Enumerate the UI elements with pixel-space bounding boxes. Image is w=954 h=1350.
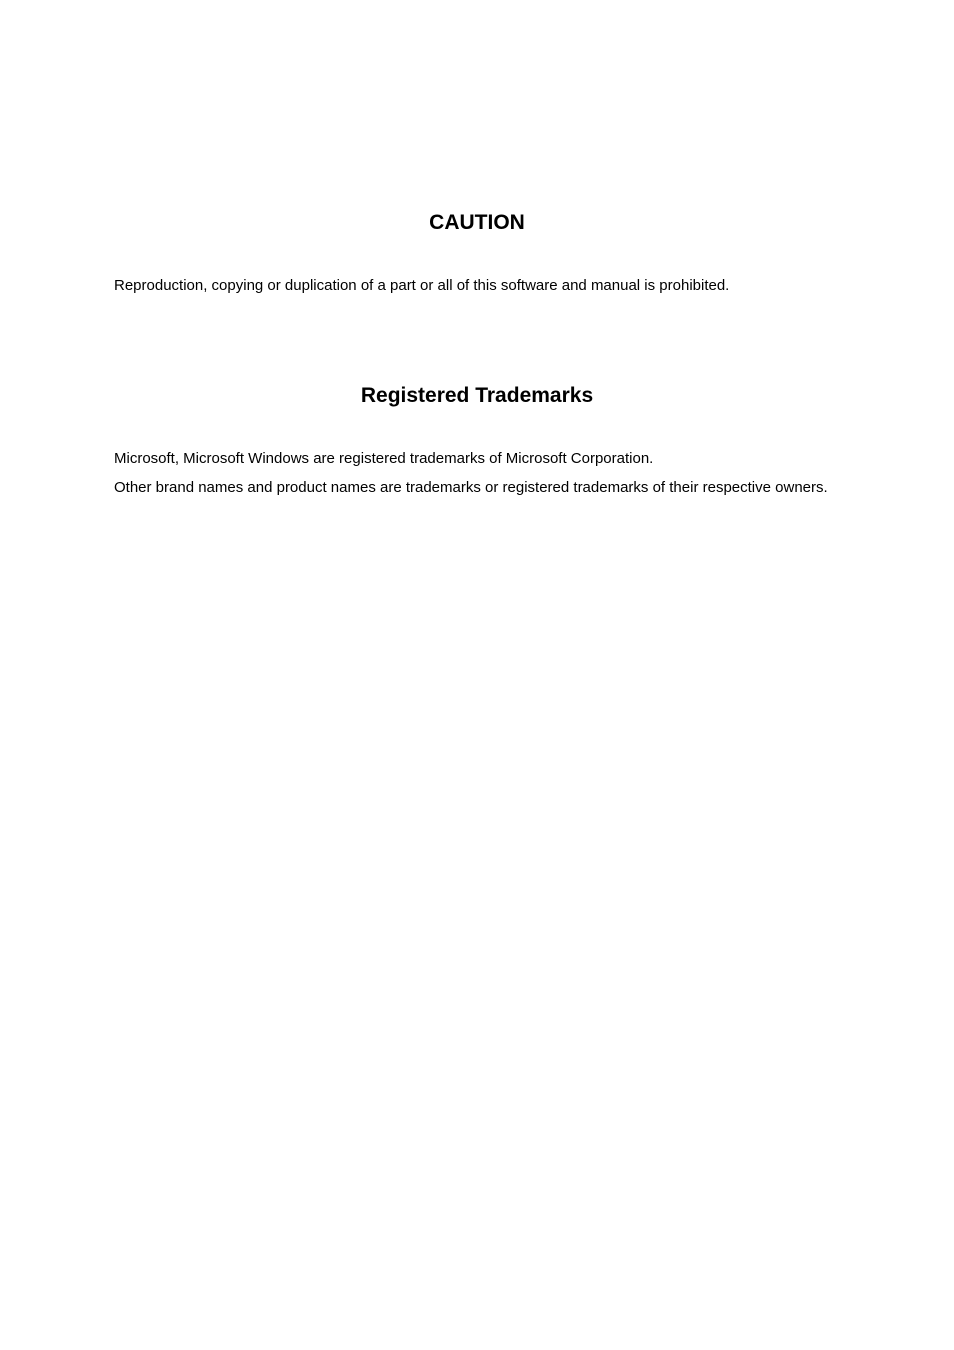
other-trademarks-paragraph: Other brand names and product names are trademarks or registered trademarks of their respective owners. [114,479,828,496]
caution-paragraph: Reproduction, copying or duplication of a part or all of this software and manual is prohibited. [114,277,730,294]
microsoft-trademark-paragraph: Microsoft, Microsoft Windows are registered trademarks of Microsoft Corporation. [114,450,654,467]
registered-trademarks-heading: Registered Trademarks [360,384,594,407]
caution-heading: CAUTION [429,211,525,234]
